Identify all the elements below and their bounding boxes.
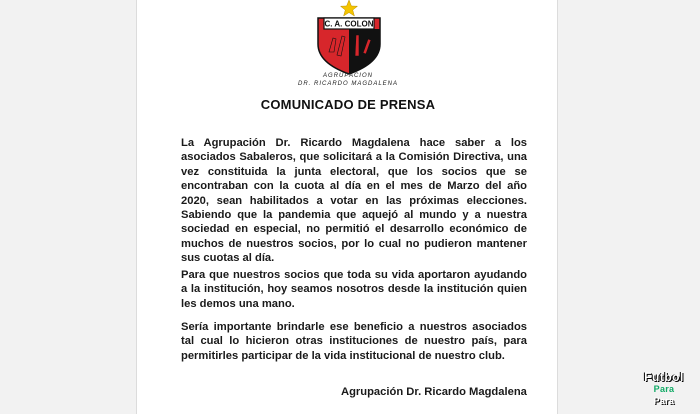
signature: Agrupación Dr. Ricardo Magdalena — [341, 386, 527, 398]
press-release-document — [136, 0, 558, 414]
body-paragraph-2: Para que nuestros socios que toda su vida aportaron ayudando a la institución, hoy seamos nosotros desde la institución quien les demos una mano. — [181, 269, 527, 310]
logo-org-line-2: DR. RICARDO MAGDALENA — [297, 81, 398, 87]
star-icon — [341, 0, 358, 16]
document-title: COMUNICADO DE PRENSA — [260, 97, 436, 112]
logo-org-line-1: AGRUPACION — [323, 73, 373, 79]
background-right — [558, 0, 700, 414]
watermark-line-3: Para — [653, 396, 675, 406]
body-paragraph-3: Sería importante brindarle ese beneficio a nuestros asociados tal cual lo hicieron otras instituciones de nuestro país, para permitirles participar de la vida institucional de nuestro club. — [181, 321, 527, 362]
body-paragraph-1: La Agrupación Dr. Ricardo Magdalena hace saber a los asociados Sabaleros, que solicitará a la Comisión Directiva, una vez constituida la junta electoral, que los socios que se encontraban con la cuota al día en el mes de Marzo del año 2020, sean habilitados a votar en las próximas elecciones. Sabiendo que la pandemia que aquejó al mundo y a nuestra sociedad en especial, no permitió el desarrollo económico de muchos de nuestros socios, por lo cual no pudieron mantener sus cuotas al día. — [181, 137, 527, 265]
watermark-line-1: Futbol — [644, 370, 684, 384]
crest-club-name: C. A. COLON — [324, 19, 374, 29]
watermark-line-2: Para — [653, 384, 675, 394]
background-left — [0, 0, 136, 414]
